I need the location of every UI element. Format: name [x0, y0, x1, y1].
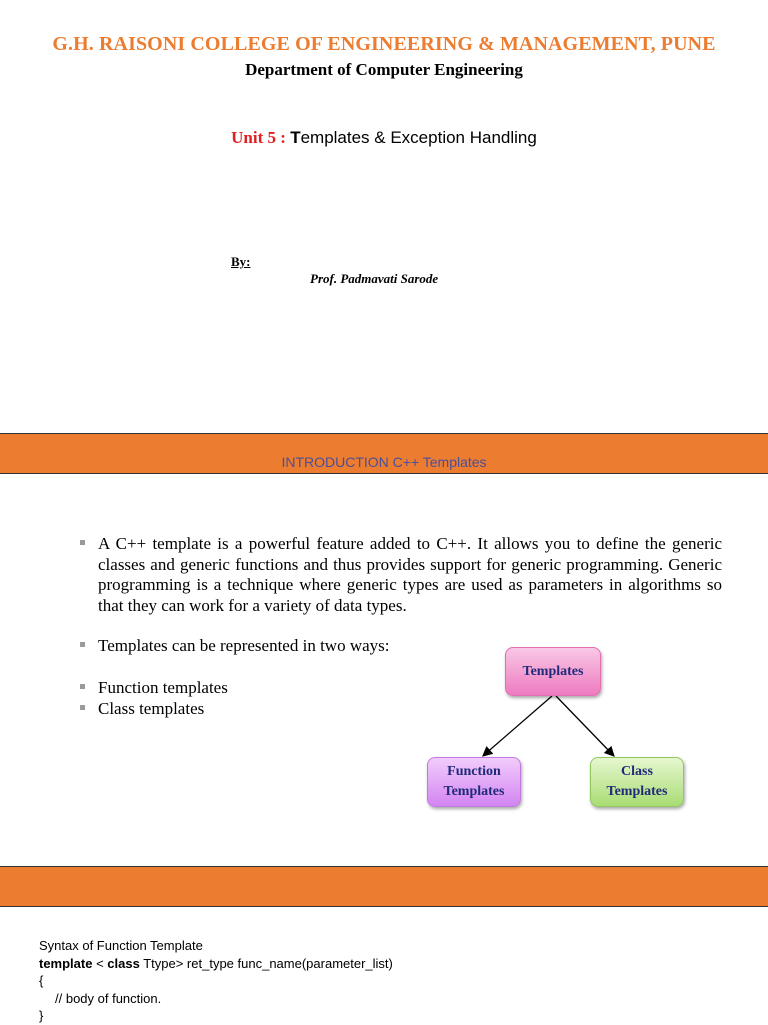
keyword-class: class — [107, 955, 140, 971]
syntax-lt: < — [92, 955, 108, 971]
node-label-line2: Templates — [606, 784, 668, 799]
diagram-node-templates: Templates — [505, 647, 601, 696]
node-label-line2: Templates — [443, 784, 505, 799]
intro-paragraph: A C++ template is a powerful feature added to C++. It allows you to define the generic classes and generic functions and thus provides support for generic programming. Generic programming is a technique where generic types are used as parameters in algorithms so that they can work for a variety of data types. — [98, 534, 722, 615]
author-name: Prof. Padmavati Sarode — [310, 271, 439, 286]
unit-label: Unit 5 : — [231, 128, 286, 147]
keyword-template: template — [39, 955, 93, 971]
by-label: By: — [231, 254, 251, 269]
syntax-close-brace: } — [39, 1008, 44, 1023]
node-label-line1: Class — [621, 764, 653, 779]
two-ways-text: Templates can be represented in two ways: — [98, 636, 390, 655]
arrow-to-function-templates — [484, 696, 552, 755]
node-label-line1: Function — [447, 764, 501, 779]
type-function-templates: Function templates — [98, 678, 228, 697]
unit-title-rest: emplates & Exception Handling — [300, 128, 537, 147]
arrow-to-class-templates — [556, 696, 613, 755]
syntax-open-brace: { — [39, 973, 44, 988]
syntax-rest: Ttype> ret_type func_name(parameter_list) — [139, 955, 393, 971]
syntax-body-comment: // body of function. — [55, 990, 162, 1006]
section-band-syntax — [0, 866, 768, 907]
unit-title-first-letter: T — [290, 128, 301, 147]
function-template-syntax — [39, 937, 393, 1025]
syntax-caption: Syntax of Function Template — [39, 938, 203, 953]
section-title: INTRODUCTION C++ Templates — [281, 454, 487, 470]
type-class-templates: Class templates — [98, 698, 205, 718]
syntax-line — [39, 955, 393, 973]
college-title: G.H. RAISONI COLLEGE OF ENGINEERING & MANAGEMENT, PUNE — [52, 33, 716, 55]
department-title: Department of Computer Engineering — [245, 60, 523, 79]
diagram-node-function-templates — [427, 757, 521, 807]
diagram-node-class-templates — [590, 757, 684, 807]
